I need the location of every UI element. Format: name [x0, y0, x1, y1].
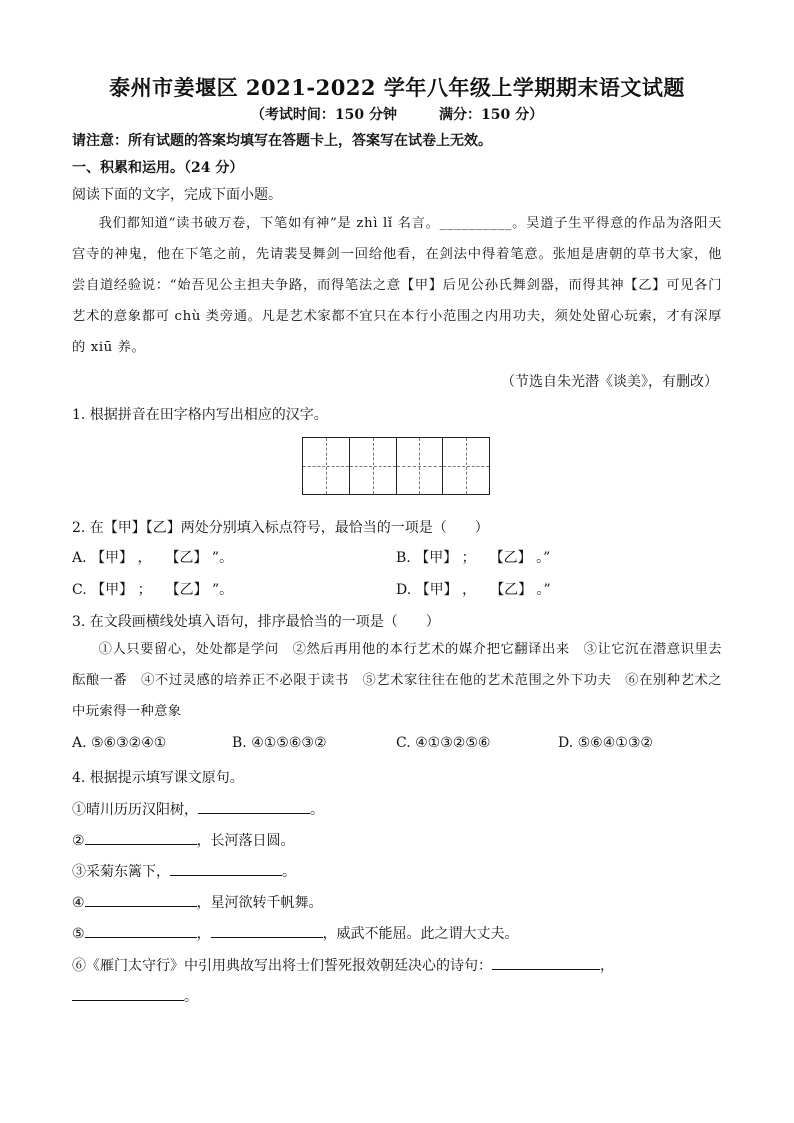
answer-blank[interactable]: [85, 830, 197, 845]
answer-blank[interactable]: [85, 892, 197, 907]
tianzige-grid[interactable]: [302, 437, 490, 495]
grid-cell[interactable]: [350, 438, 397, 494]
question-3-stem: 3. 在文段画横线处填入语句，排序最恰当的一项是（ ）: [72, 614, 440, 630]
question-1-stem: 1. 根据拼音在田字格内写出相应的汉字。: [72, 407, 328, 423]
q3-sentence-text: ①人只要留心，处处都是学问 ②然后再用他的本行艺术的媒介把它翻译出来 ③让它沉在潜意识里去酝酿一番 ④不过灵感的培养正不必限于读书 ⑤艺术家往往在他的艺术范围之外下功夫 ⑥在别种艺术之中玩索得一种意象: [72, 642, 722, 719]
grid-cell[interactable]: [443, 438, 489, 494]
q2-option-c[interactable]: C. 【甲】 ； 【乙】 ”。: [72, 582, 234, 598]
answer-blank[interactable]: [85, 923, 197, 938]
q3-option-c[interactable]: C. ④①③②⑤⑥: [396, 735, 491, 751]
section-heading: 一、积累和运用。（24 分）: [72, 160, 244, 176]
q4-item-5: ⑤ ， ，威武不能屈。此之谓大丈夫。: [72, 923, 519, 943]
q3-option-a[interactable]: A. ⑤⑥③②④①: [72, 735, 167, 751]
exam-time: （考试时间：150 分钟: [250, 107, 397, 123]
notice: 请注意：所有试题的答案均填写在答题卡上，答案写在试卷上无效。: [72, 133, 492, 149]
q2-option-d[interactable]: D. 【甲】 ， 【乙】 。”: [396, 582, 551, 598]
grid-cell[interactable]: [397, 438, 444, 494]
q4-item-3: ③采菊东篱下， 。: [72, 861, 296, 881]
page-title: 泰州市姜堰区 2021-2022 学年八年级上学期期末语文试题: [109, 75, 685, 100]
q4-item-2: ② ，长河落日圆。: [72, 830, 295, 850]
question-2-stem: 2. 在【甲】【乙】两处分别填入标点符号，最恰当的一项是（ ）: [72, 520, 489, 536]
full-score: 满分：150 分）: [439, 107, 544, 123]
q2-option-b[interactable]: B. 【甲】 ； 【乙】 。”: [396, 550, 551, 566]
answer-blank[interactable]: [170, 861, 282, 876]
q3-option-b[interactable]: B. ④①⑤⑥③②: [232, 735, 327, 751]
reading-instruction: 阅读下面的文字，完成下面小题。: [72, 187, 282, 203]
q4-item-6: ⑥《雁门太守行》中引用典故写出将士们誓死报效朝廷决心的诗句： ，: [72, 955, 614, 975]
q3-option-d[interactable]: D. ⑤⑥④①③②: [558, 735, 653, 751]
q3-sentences: [72, 634, 722, 727]
answer-blank[interactable]: [211, 923, 323, 938]
answer-blank[interactable]: [492, 955, 600, 970]
passage-source: （节选自朱光潜《谈美》，有删改）: [501, 374, 718, 390]
q4-item-6-cont: 。: [72, 986, 198, 1006]
answer-blank[interactable]: [72, 986, 184, 1001]
grid-cell[interactable]: [303, 438, 350, 494]
reading-passage: [72, 208, 722, 363]
exam-info: [0, 104, 794, 124]
q2-option-a[interactable]: A. 【甲】 ， 【乙】 ”。: [72, 550, 234, 566]
question-4-stem: 4. 根据提示填写课文原句。: [72, 770, 244, 786]
answer-blank[interactable]: [198, 799, 310, 814]
q4-item-1: ①晴川历历汉阳树， 。: [72, 799, 324, 819]
q4-item-4: ④ ，星河欲转千帆舞。: [72, 892, 323, 912]
passage-text: 我们都知道“读书破万卷，下笔如有神”是 zhì lǐ 名言。__________。吴道子生平得意的作品为洛阳天宫寺的神鬼，他在下笔之前，先请裴旻舞剑一回给他看，在剑法中得着笔意。张旭是唐朝的草书大家，他尝自道经验说：“始吾见公主担夫争路，而得笔法之意【甲】后见公孙氏舞剑器，而得其神【乙】可见各门艺术的意象都可 chù 类旁通。凡是艺术家都不宜只在本行小范围之内用功夫，须处处留心玩索，才有深厚的 xiū 养。: [72, 216, 722, 355]
